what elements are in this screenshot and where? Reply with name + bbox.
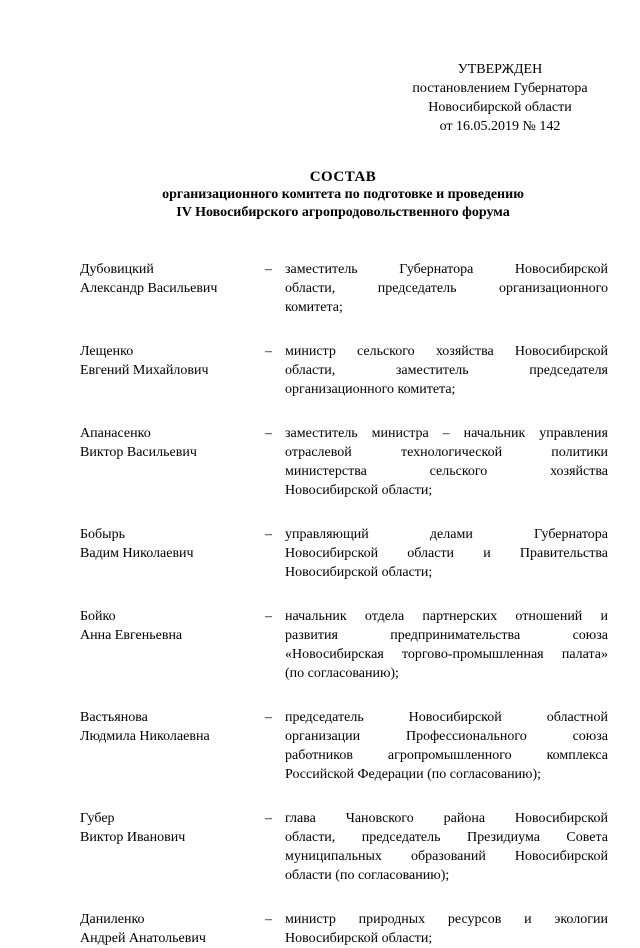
member-role-line: области, заместитель председателя — [285, 363, 608, 378]
member-role-line: работников агропромышленного комплекса — [285, 748, 608, 763]
member-row — [80, 910, 608, 948]
approval-heading: УТВЕРЖДЕН — [457, 62, 543, 77]
member-row — [80, 424, 608, 500]
member-role-line: заместитель министра – начальник управления — [285, 426, 608, 441]
member-role-line: заместитель Губернатора Новосибирской — [285, 262, 608, 277]
member-role-line: (по согласованию); — [285, 666, 399, 681]
member-row — [80, 809, 608, 885]
member-role-line: министр природных ресурсов и экологии — [285, 912, 608, 927]
member-surname: Бойко — [80, 609, 116, 624]
member-role — [285, 260, 608, 317]
member-name — [80, 424, 265, 462]
member-dash: – — [265, 710, 272, 725]
member-role — [285, 525, 608, 582]
member-given-names: Андрей Анатольевич — [80, 931, 206, 946]
member-given-names: Людмила Николаевна — [80, 729, 210, 744]
member-role-line: организации Профессионального союза — [285, 729, 608, 744]
member-name — [80, 607, 265, 645]
member-row — [80, 342, 608, 399]
member-role-line: развития предпринимательства союза — [285, 628, 608, 643]
approval-stamp — [390, 60, 610, 136]
member-role-line: муниципальных образований Новосибирской — [285, 849, 608, 864]
member-role-line: Российской Федерации (по согласованию); — [285, 767, 542, 782]
member-dash: – — [265, 912, 272, 927]
member-dash: – — [265, 811, 272, 826]
member-role — [285, 424, 608, 500]
member-role-line: управляющий делами Губернатора — [285, 527, 608, 542]
member-role-line: глава Чановского района Новосибирской — [285, 811, 608, 826]
member-role-line: отраслевой технологической политики — [285, 445, 608, 460]
member-role-line: области, председатель Президиума Совета — [285, 830, 608, 845]
member-dash: – — [265, 344, 272, 359]
member-dash: – — [265, 262, 272, 277]
member-row — [80, 525, 608, 582]
member-name — [80, 708, 265, 746]
member-surname: Лещенко — [80, 344, 134, 359]
title-main: СОСТАВ — [309, 169, 377, 185]
approval-date-number: от 16.05.2019 № 142 — [439, 119, 561, 134]
member-name — [80, 809, 265, 847]
member-dash: – — [265, 426, 272, 441]
member-surname: Даниленко — [80, 912, 145, 927]
member-role-line: области, председатель организационного — [285, 281, 608, 296]
member-given-names: Евгений Михайлович — [80, 363, 209, 378]
member-role — [285, 342, 608, 399]
member-surname: Апанасенко — [80, 426, 151, 441]
member-row — [80, 607, 608, 683]
member-role-line: министерства сельского хозяйства — [285, 464, 608, 479]
member-name — [80, 260, 265, 298]
approval-region: Новосибирской области — [428, 100, 572, 115]
document-title — [80, 168, 606, 222]
title-subline-2: IV Новосибирского агропродовольственного форума — [176, 205, 510, 220]
member-role — [285, 607, 608, 683]
member-role-line: области (по согласованию); — [285, 868, 450, 883]
member-dash: – — [265, 609, 272, 624]
member-name — [80, 525, 265, 563]
member-role-line: «Новосибирская торгово-промышленная палата» — [285, 647, 608, 662]
member-surname: Дубовицкий — [80, 262, 154, 277]
member-role — [285, 910, 608, 948]
member-role-line: организационного комитета; — [285, 382, 456, 397]
member-role-line: начальник отдела партнерских отношений и — [285, 609, 608, 624]
member-role — [285, 708, 608, 784]
approval-decree: постановлением Губернатора — [412, 81, 588, 96]
member-given-names: Виктор Васильевич — [80, 445, 197, 460]
member-surname: Бобырь — [80, 527, 125, 542]
member-role — [285, 809, 608, 885]
member-surname: Вастьянова — [80, 710, 148, 725]
title-subline-1: организационного комитета по подготовке и проведению — [162, 187, 524, 202]
member-given-names: Анна Евгеньевна — [80, 628, 183, 643]
member-role-line: Новосибирской области; — [285, 931, 433, 946]
committee-members-list — [80, 260, 608, 948]
member-role-line: Новосибирской области и Правительства — [285, 546, 608, 561]
member-name — [80, 910, 265, 948]
member-role-line: министр сельского хозяйства Новосибирской — [285, 344, 608, 359]
member-dash: – — [265, 527, 272, 542]
member-given-names: Виктор Иванович — [80, 830, 186, 845]
member-role-line: Новосибирской области; — [285, 483, 433, 498]
member-row — [80, 260, 608, 317]
member-row — [80, 708, 608, 784]
member-given-names: Вадим Николаевич — [80, 546, 194, 561]
member-given-names: Александр Васильевич — [80, 281, 218, 296]
member-surname: Губер — [80, 811, 115, 826]
member-role-line: председатель Новосибирской областной — [285, 710, 608, 725]
member-role-line: Новосибирской области; — [285, 565, 433, 580]
member-role-line: комитета; — [285, 300, 343, 315]
member-name — [80, 342, 265, 380]
